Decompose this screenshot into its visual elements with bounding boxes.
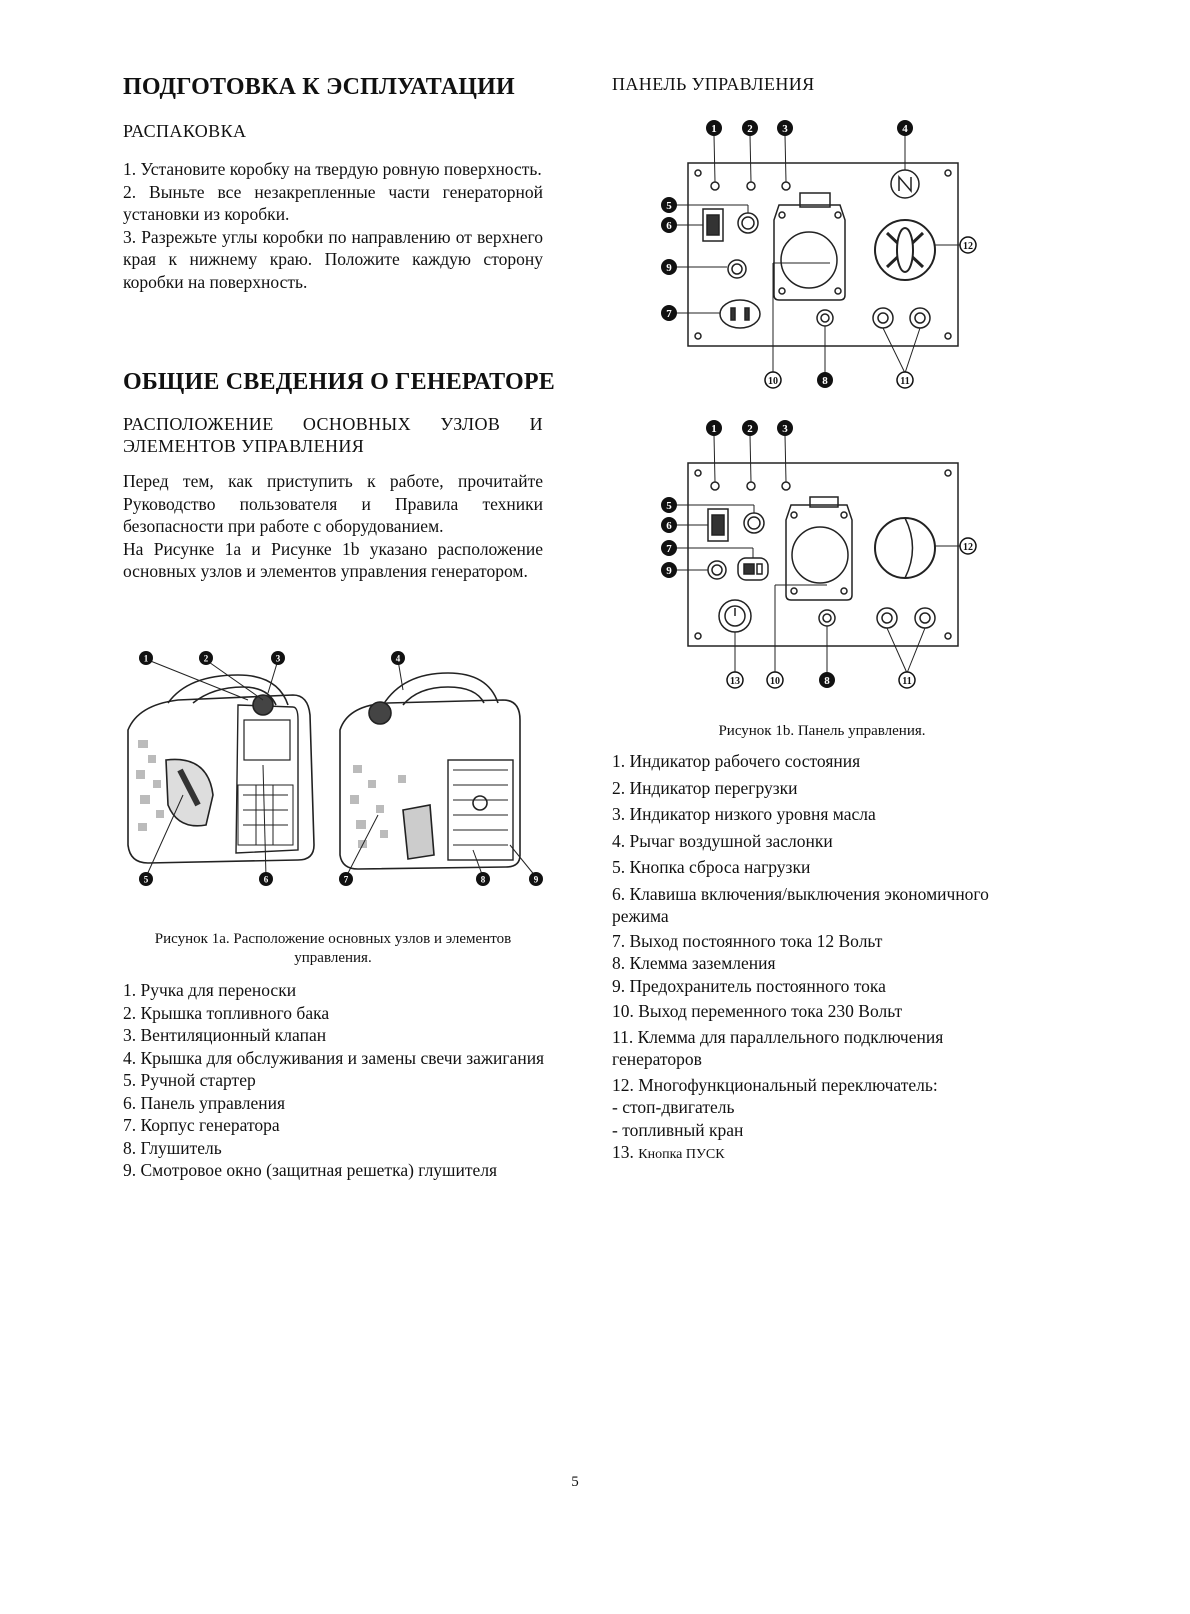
panel-title: ПАНЕЛЬ УПРАВЛЕНИЯ	[612, 74, 815, 94]
intro-paragraph: На Рисунке 1a и Рисунке 1b указано расположение основных узлов и элементов управления генератором.	[123, 538, 543, 581]
list-item: 3. Вентиляционный клапан	[123, 1025, 327, 1045]
callout-9: 9	[666, 262, 672, 274]
list-item: 7. Выход постоянного тока 12 Вольт	[612, 930, 883, 951]
callout-3: 3	[782, 123, 788, 135]
callout-7: 7	[666, 543, 672, 555]
callout-11: 11	[900, 376, 910, 387]
callout-2: 2	[747, 123, 753, 135]
callout-3: 3	[782, 423, 788, 435]
list-item: 5. Кнопка сброса нагрузки	[612, 857, 811, 877]
list-item: 7. Корпус генератора	[123, 1115, 280, 1135]
list-item: 2. Крышка топливного бака	[123, 1002, 330, 1023]
list-item: - стоп-двигатель	[612, 1097, 735, 1117]
callout-12: 12	[963, 542, 973, 553]
subheading-layout: РАСПОЛОЖЕНИЕ ОСНОВНЫХ УЗЛОВ И ЭЛЕМЕНТОВ УПРАВЛЕНИЯ	[123, 414, 543, 456]
list-item: 11. Клемма для параллельного подключения генераторов	[612, 1026, 944, 1069]
subheading-unpacking: РАСПАКОВКА	[123, 121, 247, 141]
list-item: 12. Многофункциональный переключатель:	[612, 1074, 938, 1095]
intro-text	[123, 470, 543, 583]
callout-12: 12	[963, 241, 973, 252]
callout-5: 5	[666, 500, 672, 512]
callout-10: 10	[768, 376, 778, 387]
callout-9: 9	[533, 874, 539, 885]
callout-6: 6	[666, 520, 672, 532]
callout-2: 2	[747, 423, 753, 435]
figure-1a-caption: Рисунок 1a. Расположение основных узлов и элементов управления.	[154, 931, 512, 966]
unpacking-steps	[123, 158, 543, 293]
list-item: 1. Индикатор рабочего состояния	[612, 751, 861, 771]
list-item: 4. Рычаг воздушной заслонки	[612, 830, 833, 851]
list-item: 2. Индикатор перегрузки	[612, 777, 798, 798]
callout-4: 4	[395, 653, 401, 664]
figure-1a-generator	[118, 645, 558, 895]
callout-6: 6	[263, 874, 269, 885]
section-heading-general-info: ОБЩИЕ СВЕДЕНИЯ О ГЕНЕРАТОРЕ	[123, 369, 555, 395]
list-item: 10. Выход переменного тока 230 Вольт	[612, 1001, 903, 1021]
parts-list	[123, 979, 553, 1182]
list-item: 4. Крышка для обслуживания и замены свечи зажигания	[123, 1047, 545, 1068]
callout-5: 5	[666, 200, 672, 212]
figure-1b-caption: Рисунок 1b. Панель управления.	[718, 723, 926, 739]
callout-5: 5	[143, 874, 149, 885]
callout-1: 1	[711, 123, 717, 135]
list-item: 1. Ручка для переноски	[123, 980, 297, 1000]
list-item: 6. Панель управления	[123, 1092, 286, 1113]
callout-10: 10	[770, 676, 780, 687]
section-heading-preparation: ПОДГОТОВКА К ЭСПЛУАТАЦИИ	[123, 74, 515, 100]
unpack-step: 3. Разрежьте углы коробки по направлению от верхнего края к нижнему краю. Положите каждую сторону коробки на поверхность.	[123, 226, 543, 292]
generator-rear-view	[340, 673, 520, 869]
generator-front-view	[128, 675, 314, 863]
list-item: 9. Смотровое окно (защитная решетка) глушителя	[123, 1160, 498, 1180]
unpack-step: 2. Выньте все незакрепленные части генераторной установки из коробки.	[123, 181, 543, 224]
callout-1: 1	[711, 423, 717, 435]
callout-13: 13	[730, 676, 740, 687]
list-item	[612, 1141, 992, 1167]
callout-2: 2	[203, 653, 209, 664]
callout-3: 3	[275, 653, 281, 664]
callout-7: 7	[666, 308, 672, 320]
list-item: 8. Клемма заземления	[612, 953, 776, 973]
unpack-step: 1. Установите коробку на твердую ровную поверхность.	[123, 159, 542, 179]
list-item: 6. Клавиша включения/выключения экономичного режима	[612, 883, 989, 926]
callout-1: 1	[143, 653, 149, 664]
callout-11: 11	[902, 676, 912, 687]
callout-8: 8	[824, 675, 830, 687]
control-panel-diagram-b	[655, 415, 995, 695]
list-item: - топливный кран	[612, 1119, 744, 1140]
callout-6: 6	[666, 220, 672, 232]
intro-paragraph: Перед тем, как приступить к работе, прочитайте Руководство пользователя и Правила техники безопасности при работе с оборудованием.	[123, 471, 543, 536]
list-item: 3. Индикатор низкого уровня масла	[612, 804, 876, 824]
list-item-number: 13.	[612, 1142, 639, 1162]
controls-list	[612, 750, 992, 1167]
page-number: 5	[571, 1474, 579, 1490]
callout-4: 4	[902, 123, 908, 135]
list-item: 8. Глушитель	[123, 1137, 222, 1158]
list-item: 9. Предохранитель постоянного тока	[612, 975, 886, 996]
list-item-label: Кнопка ПУСК	[638, 1147, 725, 1162]
callout-7: 7	[343, 874, 349, 885]
callout-8: 8	[480, 874, 486, 885]
list-item: 5. Ручной стартер	[123, 1070, 256, 1090]
control-panel-diagram-a	[655, 115, 995, 395]
callout-8: 8	[822, 375, 828, 387]
callout-9: 9	[666, 565, 672, 577]
